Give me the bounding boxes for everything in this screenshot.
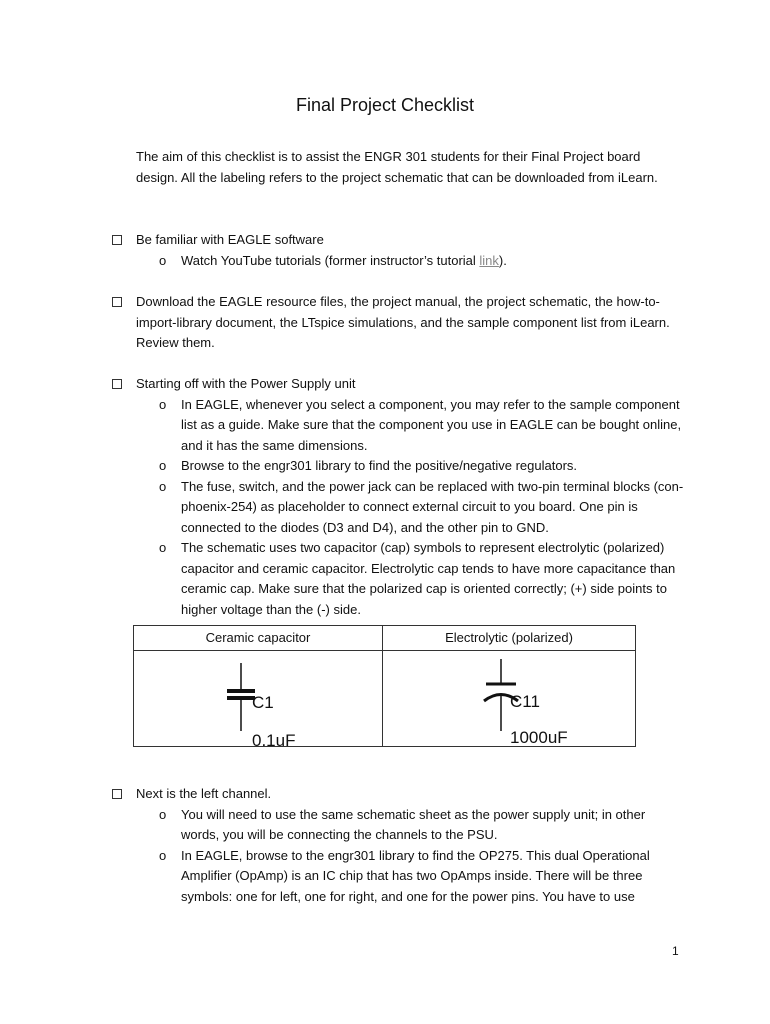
bullet-icon: o: [159, 396, 167, 412]
checkbox-icon[interactable]: [112, 379, 122, 389]
tutorial-link[interactable]: link: [479, 252, 499, 268]
capacitor-table: [133, 625, 636, 747]
electrolytic-value: 1000uF: [510, 728, 568, 747]
checkbox-icon[interactable]: [112, 789, 122, 799]
bullet-icon: o: [159, 478, 167, 494]
sub-item: o Browse to the engr301 library to find the positive/negative regulators.: [181, 456, 686, 477]
table-header-ceramic: Ceramic capacitor: [205, 630, 311, 645]
checklist-item-text: Download the EAGLE resource files, the project manual, the project schematic, the how-to-import-library document, the LTspice simulations, and the sample component list from iLearn. Review them.: [136, 294, 670, 350]
sub-item: o The fuse, switch, and the power jack can be replaced with two-pin terminal blocks (con-phoenix-254) as placeholder to connect external circuit to you board. One pin is connected to the diodes (D3 and D4), and the other pin to GND.: [159, 478, 684, 535]
checklist-item-text: Starting off with the Power Supply unit: [136, 376, 356, 391]
table-header-electrolytic: Electrolytic (polarized): [445, 630, 573, 645]
intro-paragraph: The aim of this checklist is to assist the ENGR 301 students for their Final Project board design. All the labeling refers to the project schematic that can be downloaded from iLearn.: [136, 149, 658, 185]
bullet-icon: o: [159, 806, 167, 822]
page-number: 1: [672, 944, 679, 958]
checklist-item-text: Be familiar with EAGLE software: [136, 232, 324, 247]
sub-item: o Watch YouTube tutorials (former instructor’s tutorial link).: [181, 251, 692, 272]
bullet-icon: o: [159, 458, 167, 473]
checkbox-icon[interactable]: [112, 297, 122, 307]
electrolytic-capacitor-symbol: [484, 659, 568, 747]
ceramic-name: C1: [252, 693, 274, 712]
checklist-item-download: [112, 292, 692, 354]
checklist-item-left-channel: [112, 784, 692, 907]
page-title: Final Project Checklist: [295, 95, 475, 115]
checklist-item-power-supply: [112, 374, 692, 620]
capacitor-symbols: [134, 651, 634, 747]
bullet-icon: o: [159, 252, 167, 268]
sub-item: o In EAGLE, whenever you select a component, you may refer to the sample component list as a guide. Make sure that the component you use in EAGLE can be bought online, and it has the same dimensions.: [159, 396, 682, 453]
bullet-icon: o: [159, 847, 167, 863]
checkbox-icon[interactable]: [112, 235, 122, 245]
electrolytic-name: C11: [510, 692, 540, 711]
ceramic-capacitor-symbol: [227, 663, 295, 747]
sub-item: o You will need to use the same schematic sheet as the power supply unit; in other words, you will be connecting the channels to the PSU.: [159, 806, 646, 842]
bullet-icon: o: [159, 540, 167, 555]
ceramic-value: 0.1uF: [252, 731, 296, 747]
sub-item: o In EAGLE, browse to the engr301 library to find the OP275. This dual Operational Amplifier (OpAmp) is an IC chip that has two OpAmps inside. There will be three symbols: one for left, one for right, and one for the power pins. You have to use: [159, 847, 650, 904]
checklist-item-text: Next is the left channel.: [136, 786, 272, 801]
sub-item: o The schematic uses two capacitor (cap) symbols to represent electrolytic (polarized) capacitor and ceramic capacitor. Electrolytic cap tends to have more capacitance than ceramic cap. Make sure that the polarized cap is oriented correctly; (+) side points to higher voltage than the (-) side.: [159, 540, 676, 617]
checklist-item-eagle: [112, 230, 692, 271]
